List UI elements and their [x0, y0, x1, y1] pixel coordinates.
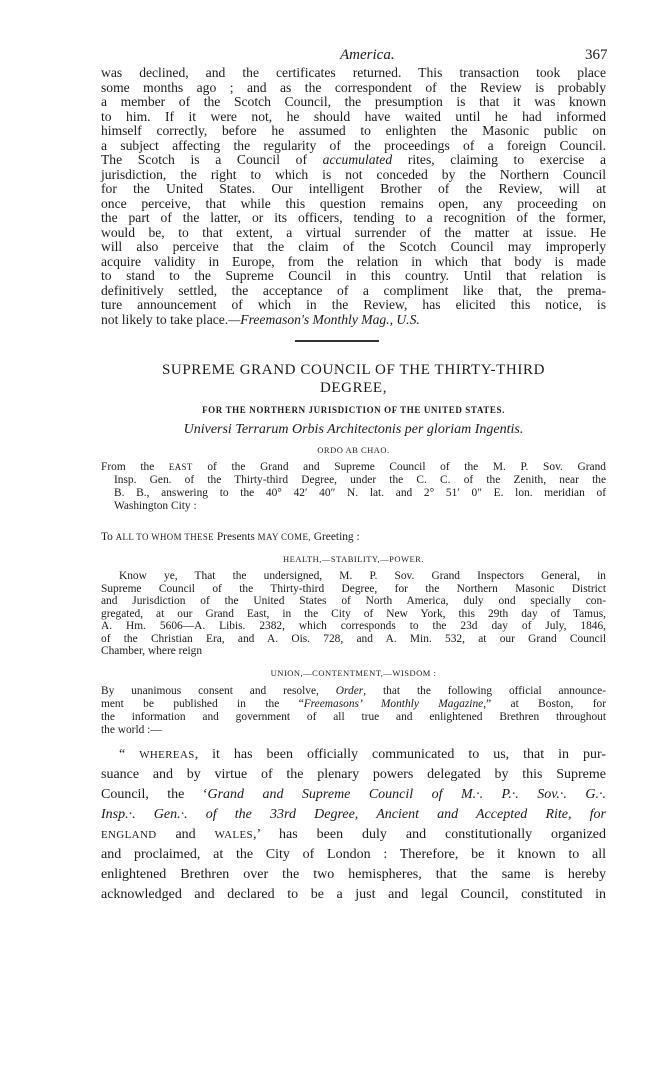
text-segment: ,’ has been duly and constitutionally organized — [252, 827, 606, 842]
text-line — [101, 685, 606, 698]
text-segment: and — [156, 827, 215, 842]
text-line: acknowledged and declared to be a just and legal Council, constituted in — [101, 887, 606, 902]
text-line: the world :— — [101, 724, 162, 736]
text-line: to him. If it were not, he should have waited until he had informed — [101, 108, 606, 124]
text-segment: , that the following official announce- — [363, 685, 606, 697]
text-line — [101, 461, 606, 474]
text-segment: ” at Boston, for — [486, 698, 606, 710]
section-title-line-1: SUPREME GRAND COUNCIL OF THE THIRTY-THIRD — [161, 362, 546, 378]
text-line: to stand to the Supreme Council in this country. Until that relation is — [101, 268, 606, 283]
text-line: Insp.·. Gen.·. of the 33rd Degree, Ancient and Accepted Rite, for — [101, 807, 606, 822]
text-segment: not likely to take place. — [101, 311, 229, 327]
text-line: the part of the latter, or its officers, tending to a recognition of the former, — [101, 210, 606, 225]
text-segment: The Scotch is a Council of — [101, 152, 307, 167]
text-segment: To — [101, 531, 113, 543]
text-line — [101, 785, 606, 805]
italic-term: accumulated — [322, 152, 393, 167]
italic-term: Order — [335, 685, 364, 697]
text-segment: Presents — [216, 531, 255, 543]
text-segment: From the — [101, 461, 155, 473]
text-line: a subject affecting the regularity of the proceedings of a foreign Council. — [101, 137, 606, 153]
union-contentment-wisdom: UNION,—CONTENTMENT,—WISDOM : — [270, 668, 437, 678]
open-quote: “ — [119, 747, 126, 762]
section-title-line-2: DEGREE, — [319, 380, 388, 396]
text-line: and Jurisdiction of the United States of North America, duly ond specially con- — [101, 595, 606, 607]
text-line — [101, 313, 606, 328]
text-line: would be, to that extent, a virtual surrender of the matter at issue. He — [101, 224, 606, 240]
text-segment: MAY COME, — [257, 532, 311, 542]
text-segment: rites, claiming to exercise a — [407, 152, 607, 167]
text-line: jurisdiction, the right to which is not conceded by the Northern Council — [101, 166, 606, 182]
text-line: Know ye, That the undersigned, M. P. Sov. Grand Inspectors General, in — [119, 570, 606, 582]
health-stability-power: HEALTH,—STABILITY,—POWER. — [283, 554, 424, 564]
text-segment: , it has been officially communicated to us, that in pur- — [194, 747, 606, 762]
text-line: himself correctly, before he assumed to enlighten the Masonic public on — [101, 123, 606, 138]
text-line: A. Hm. 5606—A. Libis. 2382, which corresponds to the 23d day of July, 1846, — [101, 620, 606, 632]
text-line: once perceive, that while this question remains open, any proceeding on — [101, 195, 606, 211]
small-caps-wales: WALES — [214, 829, 253, 841]
text-segment: : — [353, 531, 360, 543]
text-line — [101, 153, 606, 168]
small-caps-england: ENGLAND — [101, 829, 157, 841]
text-line: will also perceive that the claim of the Scotch Council may improperly — [101, 239, 606, 254]
text-line — [119, 745, 606, 765]
text-line: Chamber, where reign — [101, 645, 203, 657]
latin-motto: Universi Terrarum Orbis Architectonis per gloriam Ingentis. — [183, 422, 524, 437]
text-line: the information and government of all true and enlightened Brethren throughout — [101, 711, 606, 723]
text-line: and proclaimed, at the City of London : Therefore, be it known to all — [101, 847, 606, 862]
running-title: America. — [340, 47, 395, 63]
page-number: 367 — [585, 47, 608, 63]
text-line: a member of the Scotch Council, the presumption is that it was known — [101, 94, 606, 109]
text-segment: of the Grand and Supreme Council of the M. P. Sov. Grand — [207, 461, 606, 473]
attribution: —Freemason's Monthly Mag., U.S. — [228, 311, 420, 327]
text-line: for the United States. Our intelligent Brother of the Review, will at — [101, 181, 606, 196]
text-line — [101, 825, 606, 845]
text-line: ture announcement of which in the Review, has elicited this notice, is — [101, 297, 606, 312]
text-segment: By unanimous consent and resolve, — [101, 685, 319, 697]
magazine-title: Freemasons’ Monthly Magazine, — [303, 698, 487, 710]
ordo-ab-chao: ORDO AB CHAO. — [317, 445, 390, 455]
text-line: gregated, at our Grand East, in the City of New York, this 29th day of Tamus, — [101, 607, 606, 620]
text-line — [101, 698, 606, 711]
text-line: Supreme Council of the Thirty-third Degree, for the Northern Masonic District — [101, 582, 606, 595]
text-line: some months ago ; and as the correspondent of the Review is probably — [101, 79, 606, 95]
whereas-word: WHEREAS — [139, 749, 195, 761]
section-subtitle: FOR THE NORTHERN JURISDICTION OF THE UNITED STATES. — [202, 405, 505, 415]
text-line: Washington City : — [114, 500, 197, 512]
text-line: Insp. Gen. of the Thirty-third Degree, under the C. C. of the Zenith, near the — [114, 474, 606, 486]
text-line: was declined, and the certificates returned. This transaction took place — [101, 65, 606, 80]
small-caps-east: EAST — [168, 462, 193, 472]
italic-text: Grand and Supreme Council of M.·. P.·. Sov.·. G.·. — [207, 787, 606, 802]
text-line: suance and by virtue of the plenary powers delegated by this Supreme — [101, 767, 606, 782]
text-segment: Council, the ‘ — [101, 787, 208, 802]
section-divider — [295, 340, 379, 342]
text-line: B. B., answering to the 40° 42′ 40″ N. lat. and 2° 51′ 0″ E. lon. meridian of — [114, 487, 606, 499]
text-line: definitively settled, the acceptance of a compliment like that, the prema- — [101, 282, 606, 298]
text-segment: Greeting — [313, 531, 354, 543]
text-segment: ment be published in the “ — [101, 698, 304, 710]
text-line: acquire validity in Europe, from the relation in which that body is made — [101, 253, 606, 269]
text-segment: ALL TO WHOM THESE — [115, 532, 214, 542]
text-line: enlightened Brethren over the two hemispheres, that the same is hereby — [101, 867, 606, 882]
greeting-line — [101, 530, 606, 544]
text-line: of the Christian Era, and A. Ois. 728, and A. Min. 532, at our Grand Council — [101, 632, 606, 645]
